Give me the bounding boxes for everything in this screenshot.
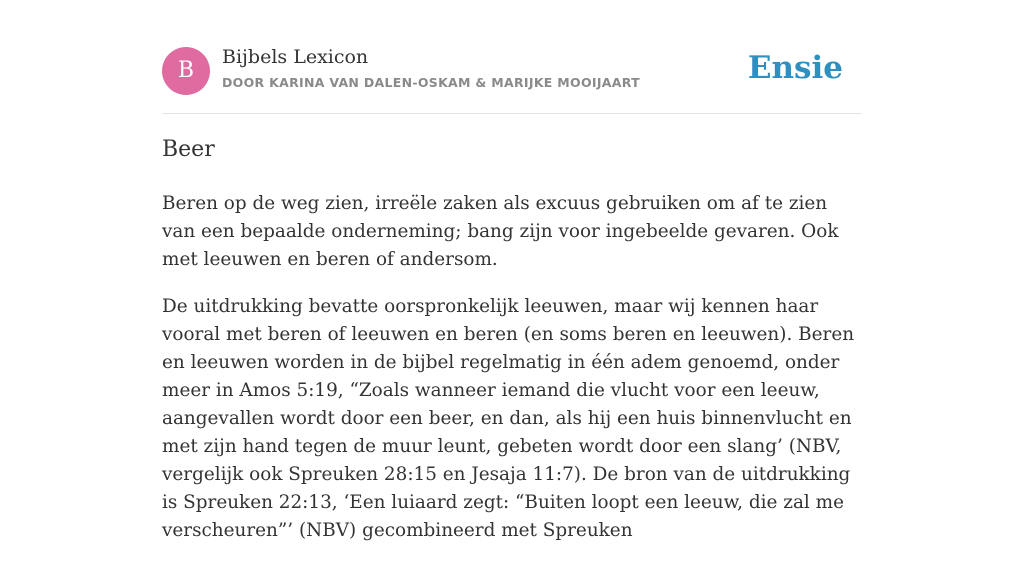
entry-paragraph-explanation: De uitdrukking bevatte oorspronkelijk leeuwen, maar wij kennen haar vooral met beren of leeuwen en beren (en soms beren en leeuwen). Beren en leeuwen worden in de bijbel regelmatig in één adem genoemd, onder meer in Amos 5:19, “Zoals wanneer iemand die vlucht voor een leeuw, aangevallen wordt door een beer, en dan, als hij een huis binnenvlucht en met zijn hand tegen de muur leunt, gebeten wordt door een slang’ (NBV, vergelijk ook Spreuken 28:15 en Jesaja 11:7). De bron van de uitdrukking is Spreuken 22:13, ‘Een luiaard zegt: “Buiten loopt een leeuw, die zal me verscheuren”’ (NBV) gecombineerd met Spreuken bbox=[162, 296, 855, 541]
book-authors: DOOR KARINA VAN DALEN-OSKAM & MARIJKE MOOIJAART bbox=[222, 75, 640, 90]
entry-title: Beer bbox=[162, 137, 215, 162]
entry-content bbox=[162, 190, 862, 564]
book-avatar[interactable]: B bbox=[162, 47, 210, 95]
header-divider bbox=[162, 113, 862, 114]
book-title[interactable]: Bijbels Lexicon bbox=[222, 46, 369, 68]
entry-paragraph-definition: Beren op de weg zien, irreële zaken als excuus gebruiken om af te zien van een bepaalde onderneming; bang zijn voor ingebeelde gevaren. Ook met leeuwen en beren of andersom. bbox=[162, 193, 839, 270]
site-header bbox=[162, 46, 862, 96]
brand-logo[interactable]: Ensie bbox=[747, 50, 843, 86]
